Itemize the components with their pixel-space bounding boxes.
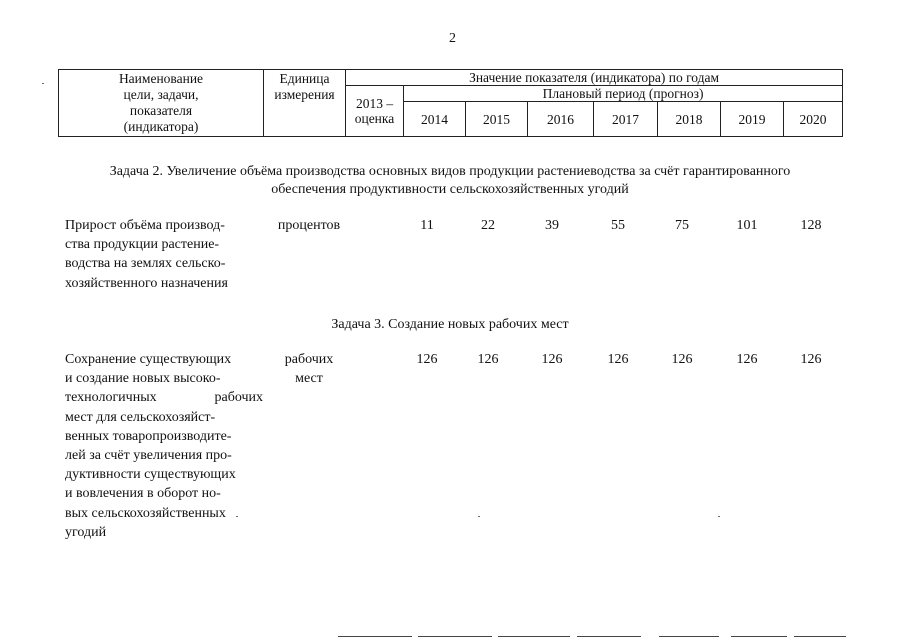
task-2-title: [58, 163, 842, 199]
indicator-unit: [268, 350, 350, 388]
indicator-name-line: лей за счёт увеличения про-: [65, 448, 232, 464]
indicator-unit-line: процентов: [277, 218, 341, 233]
header-name-line: (индикатора): [123, 119, 199, 134]
bottom-rule: [731, 636, 787, 637]
indicator-name-line: ства продукции растение-: [65, 237, 220, 253]
value-2017: 126: [607, 352, 629, 367]
indicator-name-line: венных товаропроизводите-: [65, 428, 232, 444]
indicator-name-line: мест для сельскохозяйст-: [65, 409, 216, 425]
indicator-name-line: Прирост объёма производ-: [65, 218, 225, 233]
header-unit-cell: [264, 70, 346, 137]
task-title-line: Задача 2. Увеличение объёма производства основных видов продукции растениеводства за счёт гарантированного: [109, 164, 791, 179]
value-2020: 128: [800, 218, 822, 233]
scan-speck: [236, 516, 238, 517]
indicator-name-line: и создание новых высоко-: [65, 371, 221, 387]
header-base-year-cell: [346, 86, 404, 137]
bottom-rule: [794, 636, 846, 637]
header-year: 2017: [594, 102, 658, 137]
task-title-line: Задача 3. Создание новых рабочих мест: [331, 317, 569, 332]
value-2015: 22: [481, 218, 495, 233]
value-2016: 126: [541, 352, 563, 367]
indicator-name-line: дуктивности существующих: [65, 467, 236, 483]
value-2014: 126: [416, 352, 438, 367]
header-name-line: цели, задачи,: [123, 87, 199, 102]
scan-speck: [478, 516, 480, 517]
header-year: 2016: [528, 102, 594, 137]
indicator-name-line: и вовлечения в оборот но-: [65, 486, 221, 502]
header-base-year-line: оценка: [354, 111, 395, 126]
page-number: 2: [449, 31, 456, 46]
value-2019: 126: [736, 352, 758, 367]
header-plan-period: Плановый период (прогноз): [404, 86, 843, 102]
indicator-name-line: Сохранение существующих: [65, 352, 232, 367]
task-title-line: обеспечения продуктивности сельскохозяйственных угодий: [271, 182, 629, 197]
bottom-rule: [338, 636, 412, 637]
header-value-title: Значение показателя (индикатора) по годам: [346, 70, 843, 86]
value-2015: 126: [477, 352, 499, 367]
value-2018: 126: [671, 352, 693, 367]
indicator-name-line: вых сельскохозяйственных: [65, 505, 226, 521]
value-2016: 39: [545, 218, 559, 233]
indicator-name-line: водства на землях сельско-: [65, 256, 226, 272]
header-unit-line: Единица: [279, 71, 330, 86]
indicator-unit-line: рабочих: [284, 352, 334, 367]
task-3-title: [58, 316, 842, 334]
bottom-rule: [418, 636, 492, 637]
indicator-name-line: хозяйственного назначения: [65, 275, 228, 291]
indicator-name-line: угодий: [65, 524, 107, 540]
header-year: 2019: [721, 102, 784, 137]
value-2014: 11: [420, 218, 434, 233]
header-name-cell: [59, 70, 264, 137]
header-name-line: Наименование: [118, 71, 204, 86]
header-year: 2015: [466, 102, 528, 137]
header-year: 2014: [404, 102, 466, 137]
scan-speck: [42, 83, 44, 84]
header-unit-line: измерения: [274, 87, 335, 102]
bottom-rule: [577, 636, 641, 637]
indicator-unit-line: мест: [295, 371, 323, 386]
value-2017: 55: [611, 218, 625, 233]
indicator-unit: [268, 216, 350, 235]
header-base-year-line: 2013 –: [355, 96, 394, 111]
scan-speck: [718, 516, 720, 517]
header-year: 2018: [658, 102, 721, 137]
bottom-rule: [498, 636, 570, 637]
header-year: 2020: [784, 102, 843, 137]
value-2018: 75: [675, 218, 689, 233]
indicator-name-line: технологичных рабочих: [65, 390, 263, 406]
bottom-rule: [659, 636, 719, 637]
value-2019: 101: [736, 218, 758, 233]
indicator-name: [65, 216, 263, 293]
header-name-line: показателя: [129, 103, 193, 118]
indicator-name: [65, 350, 263, 542]
value-2020: 126: [800, 352, 822, 367]
indicators-header-table: [58, 69, 843, 137]
